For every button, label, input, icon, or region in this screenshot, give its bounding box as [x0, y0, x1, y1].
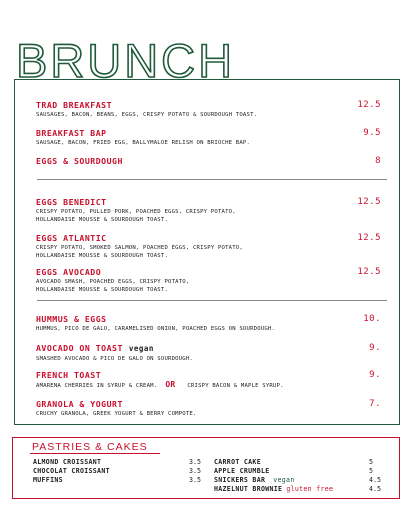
item-description: CRUCHY GRANOLA, GREEK YOGURT & BERRY COMPOTE.: [36, 411, 197, 417]
pastries-title: PASTRIES & CAKES: [32, 441, 148, 453]
item-price: 12.5: [357, 100, 381, 110]
item-description: HUMMUS, PICO DE GALO, CARAMELISED ONION, POACHED EGGS ON SOURDOUGH.: [36, 326, 276, 332]
item-name-text: AVOCADO ON TOAST: [36, 343, 123, 353]
item-name: EGGS & SOURDOUGH: [36, 156, 123, 166]
menu-item-eggs-atlantic: [36, 233, 381, 260]
pastry-item: [214, 485, 333, 493]
pastry-item: CHOCOLAT CROISSANT: [33, 467, 110, 475]
item-price: 10.: [363, 314, 381, 324]
pastry-item: CARROT CAKE: [214, 458, 261, 466]
item-name: GRANOLA & YOGURT: [36, 399, 123, 409]
item-name: FRENCH TOAST: [36, 370, 102, 380]
pastry-price: 4.5: [369, 485, 381, 493]
brunch-menu-box: [14, 79, 400, 425]
gluten-free-tag: gluten free: [286, 485, 334, 493]
pastry-price: 5: [369, 458, 373, 466]
section-divider: [37, 300, 387, 301]
menu-item-eggs-benedict: [36, 197, 381, 224]
item-description: HOLLANDAISE MOUSSE & SOURDOUGH TOAST.: [36, 217, 169, 223]
menu-item-hummus-eggs: [36, 314, 381, 333]
item-name: EGGS BENEDICT: [36, 197, 107, 207]
item-description: SAUSAGES, BACON, BEANS, EGGS, CRISPY POTATO & SOURDOUGH TOAST.: [36, 112, 258, 118]
pastries-box: [12, 437, 400, 499]
vegan-tag: vegan: [128, 344, 154, 353]
pastry-item-name: HAZELNUT BROWNIE: [214, 485, 283, 493]
item-name: EGGS AVOCADO: [36, 267, 102, 277]
option-one: AMARENA CHERRIES IN SYRUP & CREAM.: [36, 383, 158, 389]
item-description: AVOCADO SMASH, POACHED EGGS, CRISPY POTATO,: [36, 279, 190, 285]
item-description: SAUSAGE, BACON, FRIED EGG, BALLYMALOE RELISH ON BRIOCHE BAP.: [36, 140, 251, 146]
pastry-price: 3.5: [189, 458, 201, 466]
item-price: 12.5: [357, 197, 381, 207]
item-name: [36, 343, 381, 354]
item-description: HOLLANDAISE MOUSSE & SOURDOUGH TOAST.: [36, 287, 169, 293]
item-name: EGGS ATLANTIC: [36, 233, 107, 243]
item-description: CRISPY POTATO, PULLED PORK, POACHED EGGS, CRISPY POTATO,: [36, 209, 236, 215]
vegan-tag: vegan: [273, 476, 295, 484]
pastry-item: MUFFINS: [33, 476, 63, 484]
item-name: BREAKFAST BAP: [36, 128, 107, 138]
item-price: 12.5: [357, 267, 381, 277]
menu-item-trad-breakfast: [36, 100, 381, 119]
option-two: CRISPY BACON & MAPLE SYRUP.: [187, 383, 284, 389]
menu-item-eggs-sourdough: [36, 156, 381, 166]
section-divider: [37, 179, 387, 180]
or-separator: OR: [165, 380, 176, 389]
menu-item-granola-yogurt: [36, 399, 381, 418]
item-description: HOLLANDAISE MOUSSE & SOURDOUGH TOAST.: [36, 253, 169, 259]
menu-item-french-toast: [36, 370, 381, 390]
menu-item-breakfast-bap: [36, 128, 381, 147]
item-name: TRAD BREAKFAST: [36, 100, 113, 110]
item-description: [36, 381, 381, 390]
item-price: 12.5: [357, 233, 381, 243]
item-price: 9.: [369, 343, 381, 353]
item-price: 9.: [369, 370, 381, 380]
pastry-item-name: SNICKERS BAR: [214, 476, 266, 484]
pastries-title-underline: [30, 453, 160, 454]
item-price: 7.: [369, 399, 381, 409]
pastry-price: 5: [369, 467, 373, 475]
pastry-price: 3.5: [189, 476, 201, 484]
item-price: 8: [375, 156, 381, 166]
item-description: CRISPY POTATO, SMOKED SALMON, POACHED EGGS, CRISPY POTATO,: [36, 245, 243, 251]
menu-item-eggs-avocado: [36, 267, 381, 294]
item-name: HUMMUS & EGGS: [36, 314, 107, 324]
item-description: SMASHED AVOCADO & PICO DE GALO ON SOURDOUGH.: [36, 356, 193, 362]
menu-item-avocado-on-toast: [36, 343, 381, 363]
pastry-item: ALMOND CROISSANT: [33, 458, 102, 466]
pastry-price: 3.5: [189, 467, 201, 475]
pastry-price: 4.5: [369, 476, 381, 484]
item-price: 9.5: [363, 128, 381, 138]
menu-title: BRUNCH: [16, 34, 236, 87]
pastry-item: APPLE CRUMBLE: [214, 467, 270, 475]
pastry-item: [214, 476, 295, 484]
